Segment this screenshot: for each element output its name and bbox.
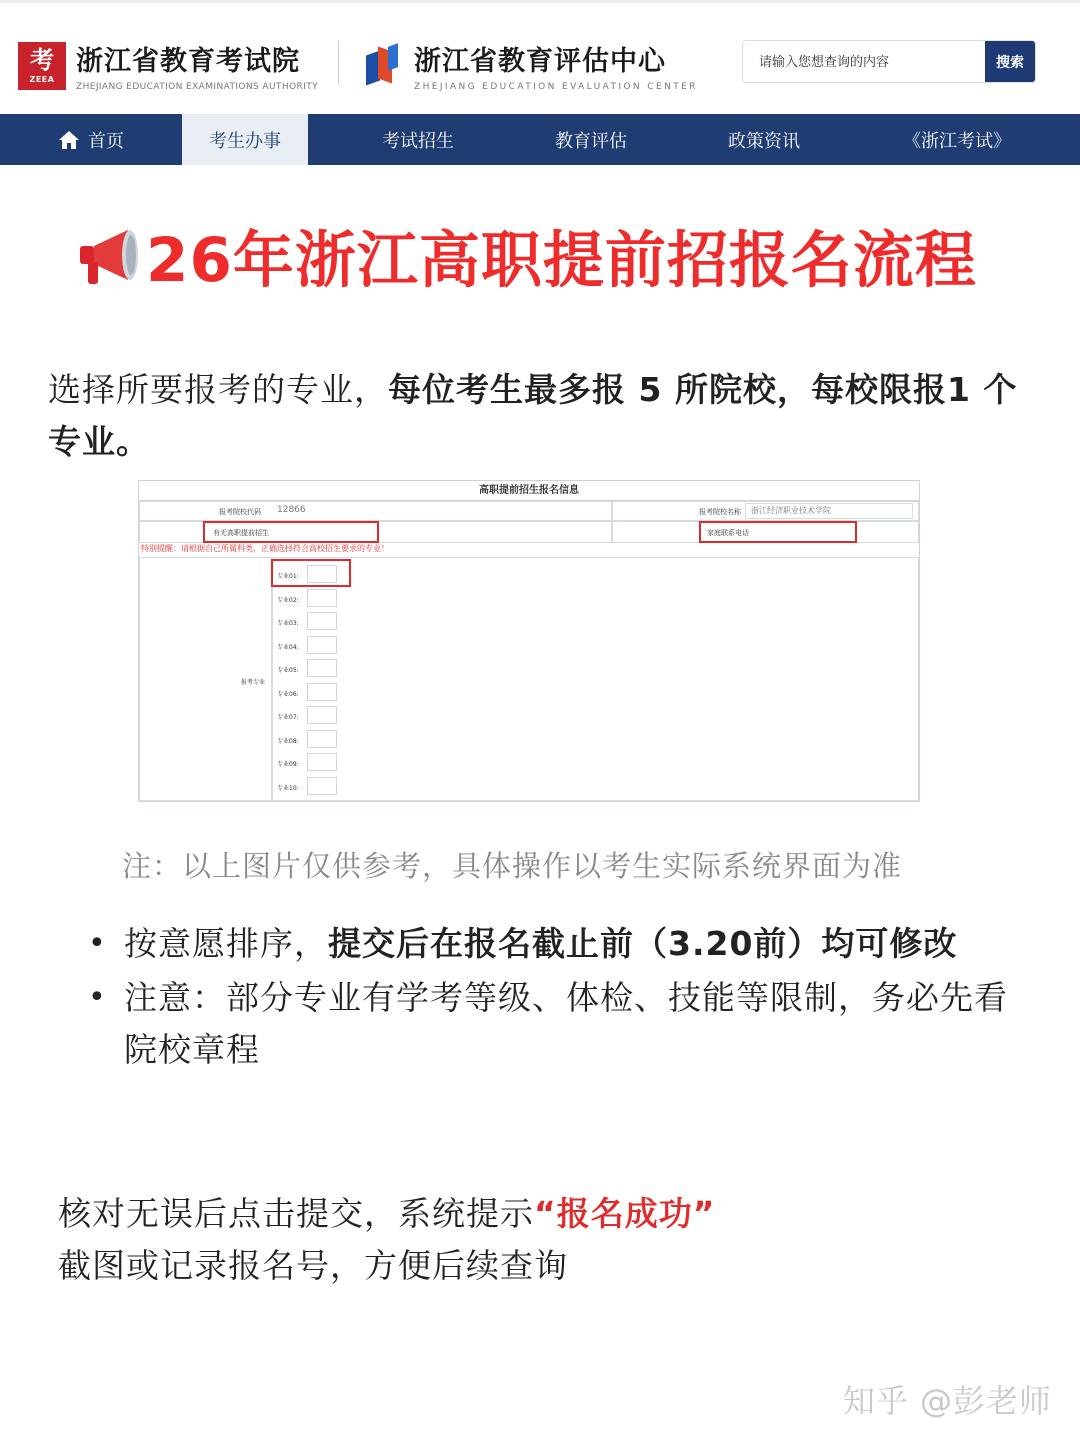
brand-evaluation-center[interactable] [366, 39, 698, 92]
school-name-label: 报考院校名称 [699, 508, 741, 516]
nav-item-policy-news[interactable] [654, 114, 874, 165]
bullet-dot: • [88, 980, 107, 1015]
right-field-label: 家庭联系电话 [707, 529, 749, 537]
major-select[interactable] [307, 730, 337, 748]
logo-small-text: ZEEA [29, 74, 55, 84]
major-label: 专业08: [277, 737, 299, 745]
major-select[interactable] [307, 565, 337, 583]
page-title-row [78, 212, 977, 299]
major-select[interactable] [307, 612, 337, 630]
search-button[interactable]: 搜索 [985, 41, 1035, 82]
special-reminder: 特别提醒：请根据自己所属科类，正确选择符合高校招生要求的专业！ [141, 544, 389, 553]
screenshot-tip: 截图或记录报名号，方便后续查询 [58, 1246, 568, 1285]
instruction-bold: 每位考生最多报 5 所院校，每校限报1 个专业。 [48, 370, 1018, 461]
major-label: 专业09: [277, 761, 299, 768]
list-item [88, 918, 1038, 970]
nav-label: 教育评估 [555, 130, 627, 152]
page-title: 26年浙江高职提前招报名流程 [146, 225, 977, 296]
major-select[interactable] [307, 659, 337, 677]
success-message: “报名成功” [534, 1194, 716, 1233]
major-select[interactable] [307, 589, 337, 607]
nav-label: 首页 [88, 130, 124, 152]
school-code-label: 报考院校代码 [219, 508, 261, 516]
major-label: 专业10: [277, 784, 299, 792]
home-icon [58, 130, 80, 150]
nav-label: 考试招生 [382, 130, 454, 152]
majors-divider [271, 557, 273, 801]
school-code-value: 12866 [277, 505, 306, 515]
site-header [0, 0, 1080, 114]
megaphone-icon [78, 224, 144, 288]
major-label: 专业02: [277, 596, 299, 604]
instruction-normal: 选择所要报考的专业， [48, 370, 388, 409]
major-label: 专业04: [277, 643, 299, 651]
nav-label: 《浙江考试》 [903, 130, 1011, 152]
major-select[interactable] [307, 753, 337, 771]
nav-label: 考生办事 [209, 130, 281, 152]
nav-item-zhejiang-exam[interactable] [874, 114, 1040, 165]
bullet-bold: 提交后在报名截止前（3.20前）均可修改 [328, 924, 958, 963]
submit-text: 核对无误后点击提交，系统提示 [58, 1194, 534, 1233]
school-name-value: 浙江经济职业技术学院 [751, 506, 831, 515]
logo-mark-text: 考 [30, 45, 54, 74]
registration-form-screenshot [138, 480, 920, 802]
list-item [88, 972, 1038, 1076]
search-box [742, 40, 1036, 83]
submit-instructions [58, 1188, 715, 1292]
brand-zeea[interactable] [18, 39, 318, 92]
brand1-name: 浙江省教育考试院 [76, 46, 300, 77]
nav-label: 政策资讯 [728, 130, 800, 152]
major-label: 专业06: [277, 690, 299, 698]
main-nav [0, 114, 1080, 165]
header-divider [338, 41, 339, 85]
nav-item-education-evaluation[interactable] [528, 114, 654, 165]
bullet-normal: 注意：部分专业有学考等级、体检、技能等限制，务必先看院校章程 [124, 978, 1008, 1069]
brand2-name: 浙江省教育评估中心 [414, 46, 666, 77]
major-select[interactable] [307, 706, 337, 724]
nav-item-candidate-services[interactable] [182, 114, 308, 165]
major-select[interactable] [307, 683, 337, 701]
major-label: 专业01: [277, 573, 299, 580]
form-title: 高职提前招生报名信息 [139, 481, 919, 501]
major-select[interactable] [307, 777, 337, 795]
zeea-logo [18, 42, 66, 90]
nav-item-home[interactable] [0, 114, 182, 165]
instruction-paragraph [48, 364, 1038, 468]
image-caption: 注：以上图片仅供参考，具体操作以考生实际系统界面为准 [122, 849, 903, 883]
major-label: 专业05: [277, 667, 299, 674]
evaluation-center-logo [366, 43, 404, 89]
major-select[interactable] [307, 636, 337, 654]
left-field-label: 有无高职提前招生 [213, 529, 269, 537]
bullet-normal: 按意愿排序， [124, 924, 328, 963]
major-label: 专业03: [277, 620, 299, 627]
brand2-english: ZHEJIANG EDUCATION EVALUATION CENTER [414, 82, 698, 92]
nav-item-exam-admission[interactable] [308, 114, 528, 165]
brand1-english: ZHEJIANG EDUCATION EXAMINATIONS AUTHORITY [76, 82, 318, 92]
search-input[interactable] [743, 41, 985, 82]
notes-list [88, 918, 1038, 1078]
major-label: 专业07: [277, 714, 299, 721]
watermark: 知乎 @彭老师 [842, 1382, 1052, 1420]
bullet-dot: • [88, 926, 107, 961]
majors-group-label: 报考专业 [241, 679, 266, 686]
